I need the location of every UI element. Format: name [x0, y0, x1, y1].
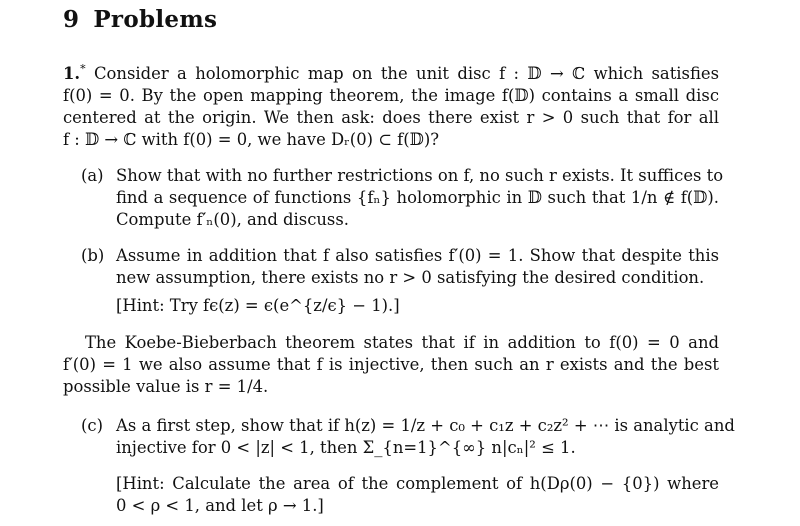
part-c-line-2: injective for 0 < |z| < 1, then Σ_{n=1}^{∞} n|cₙ|² ≤ 1.: [116, 438, 576, 457]
part-b-line-1: Assume in addition that f also satisfies f′(0) = 1. Show that despite this: [116, 246, 719, 265]
section-title: Problems: [93, 6, 218, 33]
koebe-line-3: possible value is r = 1/4.: [63, 377, 269, 396]
part-a-line-1: Show that with no further restrictions on f, no such r exists. It suffices to: [116, 166, 724, 185]
problem-star: *: [80, 62, 86, 76]
section-heading: [63, 6, 217, 33]
section-number: 9: [63, 6, 80, 33]
part-a-label: (a): [81, 166, 104, 185]
problem-1-line-3: centered at the origin. We then ask: does there exist r > 0 such that for all: [63, 108, 719, 127]
part-c-line-1: As a first step, show that if h(z) = 1/z + c₀ + c₁z + c₂z² + ⋯ is analytic and: [116, 416, 735, 435]
part-c-hint-line-2: 0 < ρ < 1, and let ρ → 1.]: [116, 496, 324, 515]
part-b-line-2: new assumption, there exists no r > 0 satisfying the desired condition.: [116, 268, 705, 287]
part-a-line-2: find a sequence of functions {fₙ} holomorphic in 𝔻 such that 1/n ∉ f(𝔻).: [116, 188, 719, 207]
problem-1-line-1: [63, 64, 719, 84]
part-c-hint-line-1: [Hint: Calculate the area of the complement of h(Dρ(0) − {0}) where: [116, 474, 719, 493]
part-b-hint: [Hint: Try fϵ(z) = ϵ(e^{z/ϵ} − 1).]: [116, 296, 400, 315]
part-b-label: (b): [81, 246, 105, 265]
problem-1-text-1: Consider a holomorphic map on the unit disc f : 𝔻 → ℂ which satisfies: [94, 64, 719, 83]
problem-number: 1.: [63, 64, 81, 83]
koebe-line-2: f′(0) = 1 we also assume that f is injective, then such an r exists and the best: [63, 355, 719, 374]
part-a-line-3: Compute f′ₙ(0), and discuss.: [116, 210, 349, 229]
part-c-label: (c): [81, 416, 103, 435]
problem-1-line-4: f : 𝔻 → ℂ with f(0) = 0, we have Dᵣ(0) ⊂ f(𝔻)?: [63, 130, 440, 149]
problem-1-line-2: f(0) = 0. By the open mapping theorem, the image f(𝔻) contains a small disc: [63, 86, 719, 105]
koebe-line-1: The Koebe-Bieberbach theorem states that if in addition to f(0) = 0 and: [85, 333, 719, 352]
